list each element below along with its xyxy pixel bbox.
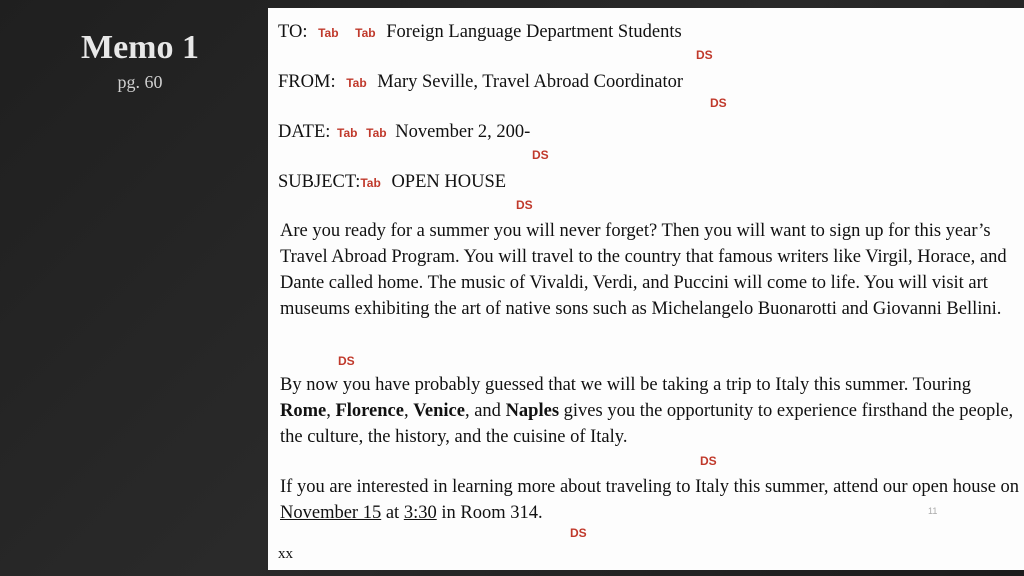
to-label: TO: [278,22,308,42]
memo-document [268,8,1024,570]
from-label: FROM: [278,72,336,92]
city-florence: Florence [335,401,404,421]
ds-mark: DS [700,454,717,468]
tab-mark: Tab [360,176,381,190]
city-naples: Naples [505,401,560,421]
open-house-date: November 15 [280,503,382,523]
subject-label: SUBJECT: [278,172,361,192]
subject-value: OPEN HOUSE [391,172,507,192]
ds-mark: DS [710,96,727,110]
tab-mark: Tab [366,126,387,140]
memo-from-line [278,72,683,93]
ds-mark: DS [516,198,533,212]
ds-mark: DS [532,148,549,162]
date-value: November 2, 200- [395,122,531,142]
memo-paragraph-2: By now you have probably guessed that we will be taking a trip to Italy this summer. Touring Rome, Florence, Venice, and Naples gives you the opportunity to experience firsthand the people, the culture, the history, and the cuisine of Italy. [280,375,1014,447]
to-value: Foreign Language Department Students [386,22,682,42]
city-rome: Rome [280,401,327,421]
memo-to-line [278,22,682,43]
slide-page-number: 11 [928,506,938,516]
memo-paragraph-3: If you are interested in learning more about traveling to Italy this summer, attend our open house on November 15 at 3:30 in Room 314. [280,477,1020,523]
tab-mark: Tab [318,26,339,40]
city-venice: Venice [413,401,465,421]
from-value: Mary Seville, Travel Abroad Coordinator [377,72,684,92]
ds-mark: DS [696,48,713,62]
tab-mark: Tab [346,76,367,90]
open-house-time: 3:30 [403,503,437,523]
tab-mark: Tab [337,126,358,140]
slide-subtitle: pg. 60 [117,72,163,92]
slide-title: Memo 1 [80,29,199,66]
tab-mark: Tab [355,26,376,40]
memo-paragraph-1: Are you ready for a summer you will never forget? Then you will want to sign up for this year’s Travel Abroad Program. You will travel to the country that famous writers like Virgil, Horace, and Dante called home. The music of Vivaldi, Verdi, and Puccini will come to life. You will visit art museums exhibiting the art of native sons such as Michelangelo Buonarotti and Giovanni Bellini. [280,221,1007,319]
date-label: DATE: [278,122,331,142]
slide-title-block [60,28,220,93]
memo-date-line [278,122,530,143]
typist-initials: xx [278,546,293,562]
ds-mark: DS [570,526,587,540]
memo-subject-line [278,172,506,193]
ds-mark: DS [338,354,355,368]
